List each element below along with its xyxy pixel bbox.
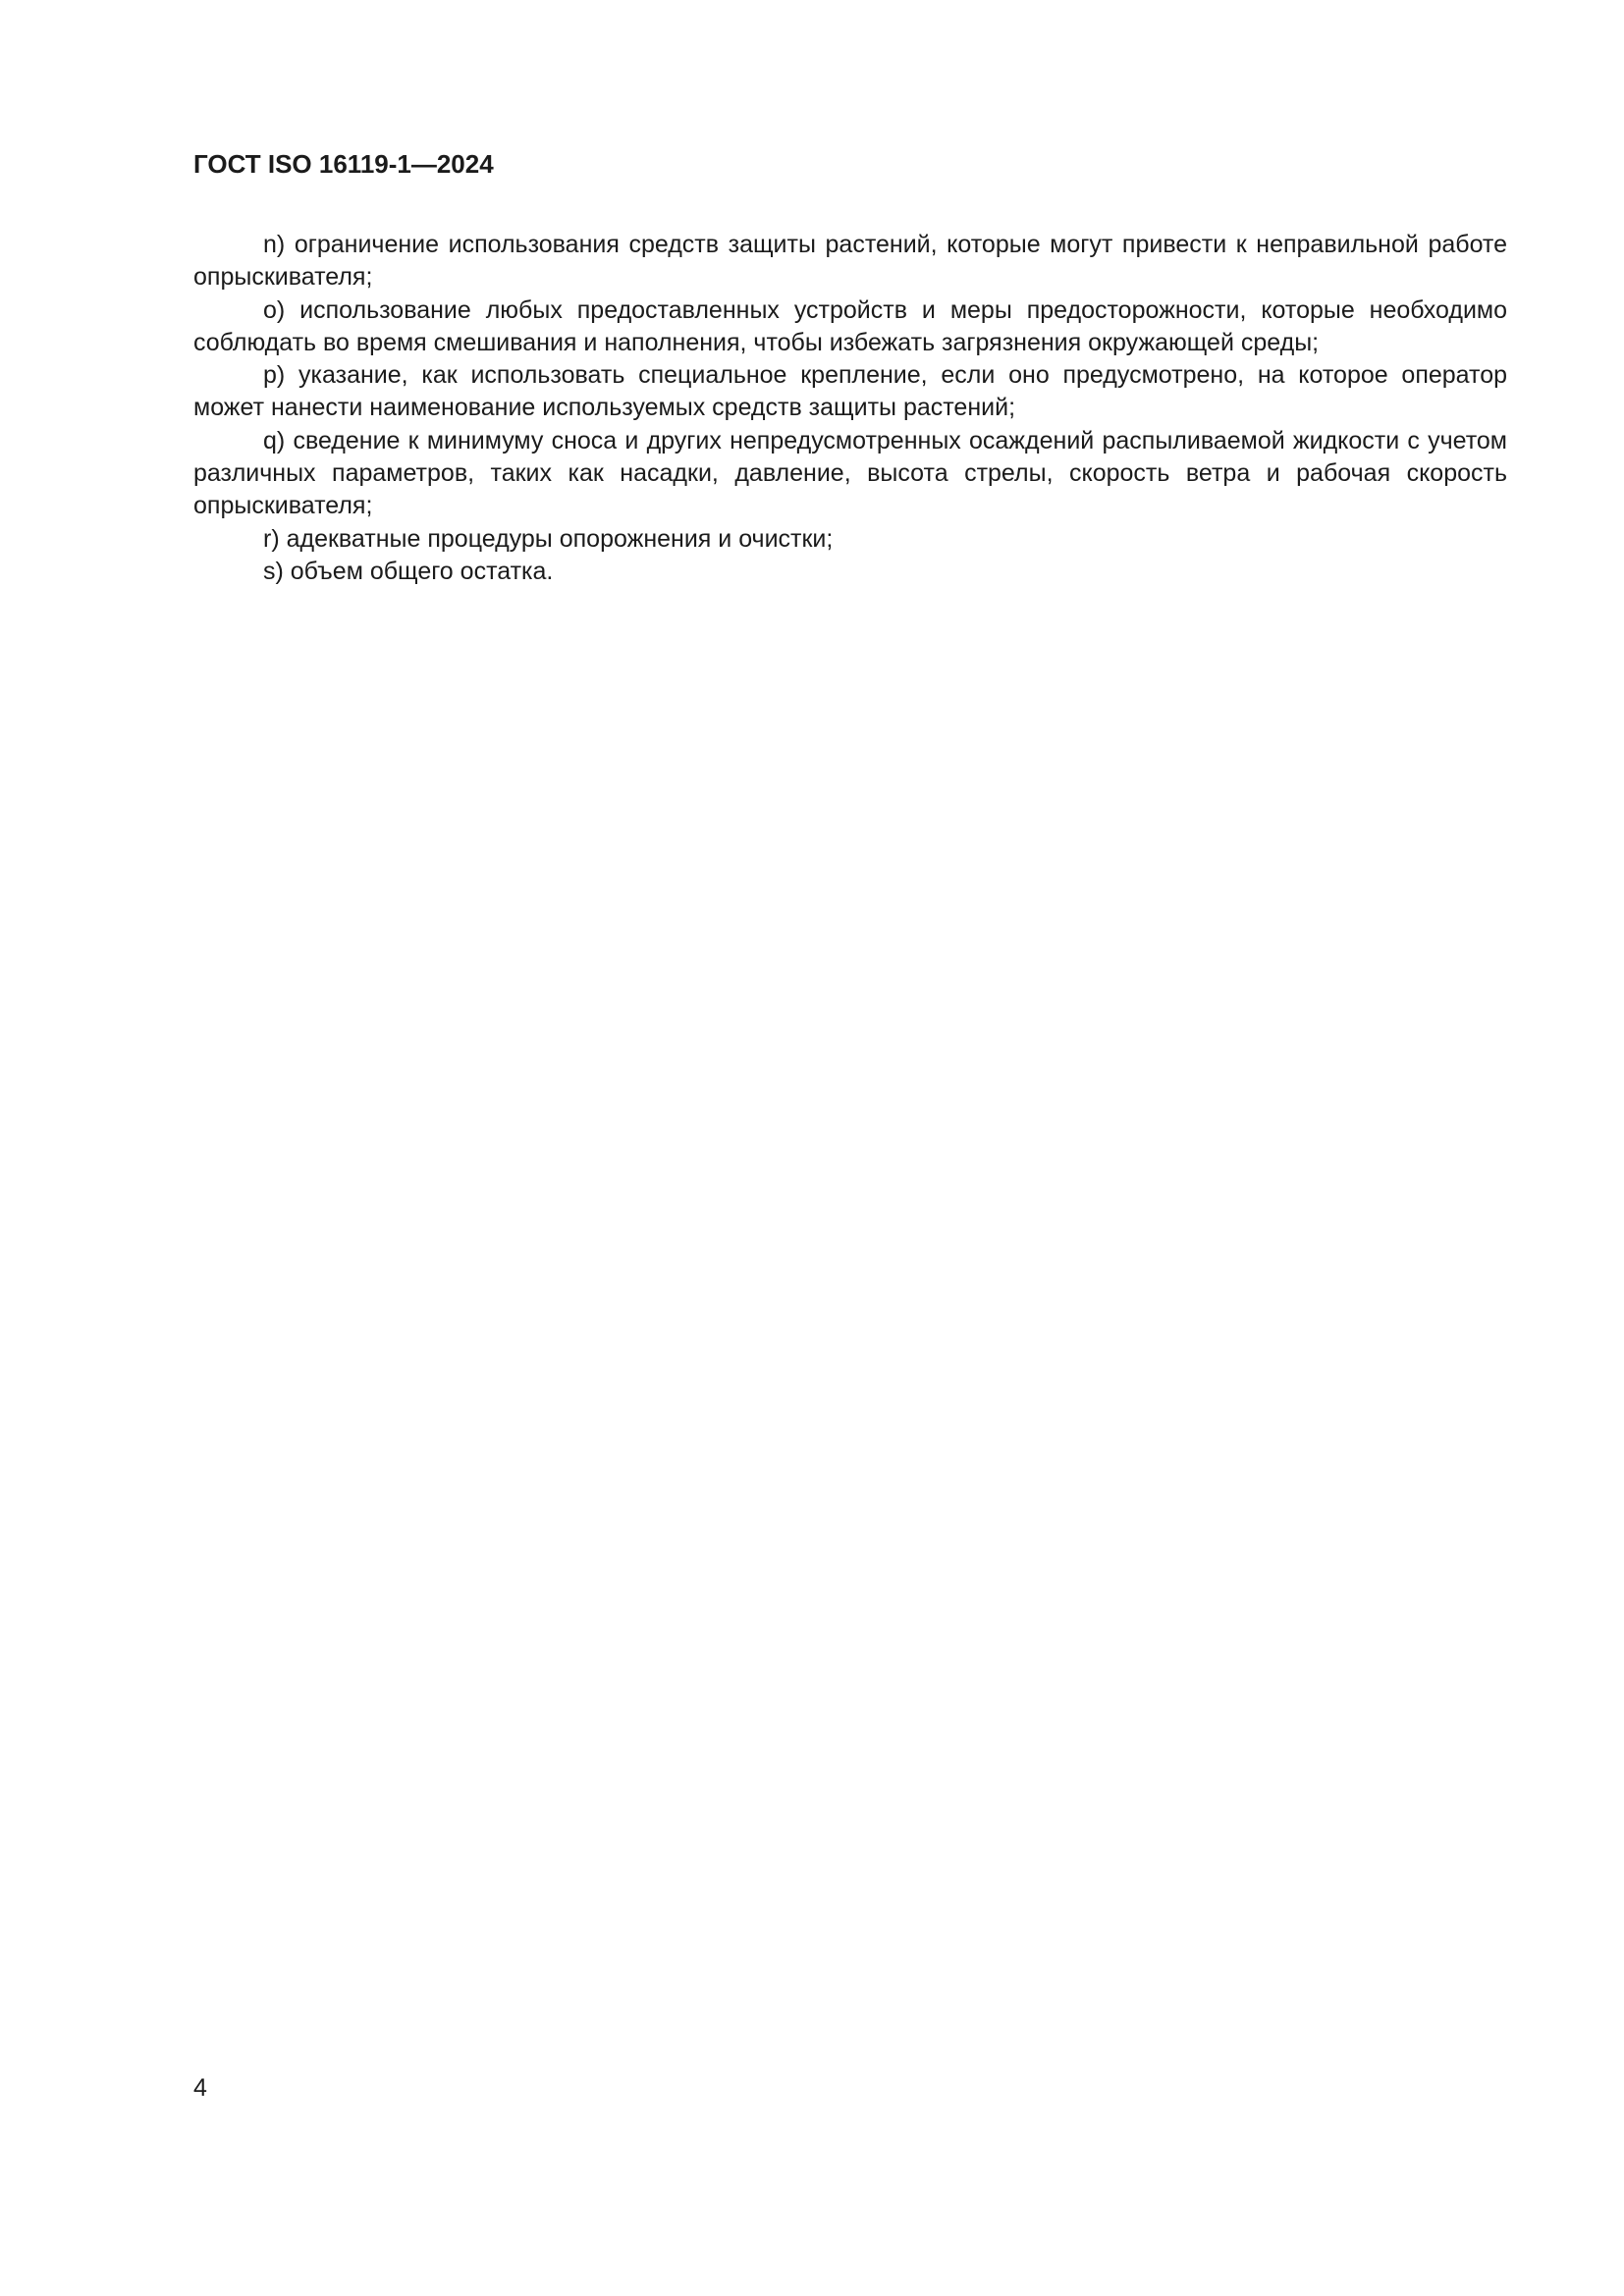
list-item-p: p) указание, как использовать специальное крепление, если оно предусмотрено, на которое оператор может нанести наименование используемых средств защиты растений; (193, 361, 1507, 422)
list-item-r: r) адекватные процедуры опорожнения и очистки; (263, 524, 834, 553)
list-item-o: o) использование любых предоставленных устройств и меры предосторожности, которые необходимо соблюдать во время смешивания и наполнения, чтобы избежать загрязнения окружающей среды; (193, 295, 1507, 356)
list-item-s: s) объем общего остатка. (263, 557, 554, 585)
standard-designation-header: ГОСТ ISO 16119-1—2024 (193, 149, 494, 179)
list-item-n: n) ограничение использования средств защиты растений, которые могут привести к неправильной работе опрыскивателя; (193, 231, 1507, 292)
list-item-q: q) сведение к минимуму сноса и других непредусмотренных осаждений распыливаемой жидкости с учетом различных параметров, таких как насадки, давление, высота стрелы, скорость ветра и рабочая скорость опрыскивателя; (193, 426, 1507, 520)
document-body (193, 229, 1507, 588)
page-number: 4 (193, 2074, 207, 2102)
